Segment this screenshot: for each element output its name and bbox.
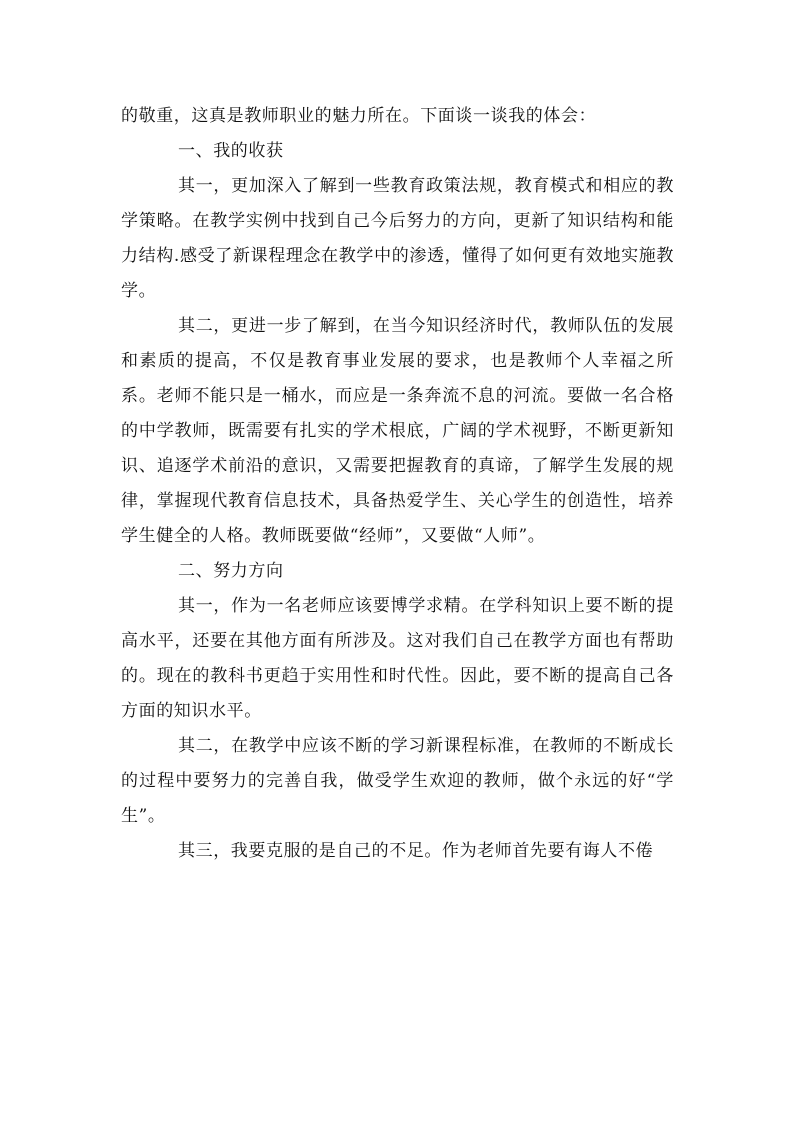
paragraph-direction-3: 其三，我要克服的是自己的不足。作为老师首先要有诲人不倦 — [178, 841, 654, 861]
paragraph-direction-1: 其一，作为一名老师应该要博学求精。在学科知识上要不断的提高水平，还要在其他方面有所涉及。这对我们自己在教学方面也有帮助的。现在的教科书更趋于实用性和时代性。因此，要不断的提高自己各方面的知识水平。 — [121, 596, 674, 721]
paragraph-direction-2: 其二，在教学中应该不断的学习新课程标准，在教师的不断成长的过程中要努力的完善自我，做受学生欢迎的教师，做个永远的好“学生”。 — [121, 736, 674, 826]
paragraph-gain-1: 其一，更加深入了解到一些教育政策法规，教育模式和相应的教学策略。在教学实例中找到自己今后努力的方向，更新了知识结构和能力结构.感受了新课程理念在教学中的渗透，懂得了如何更有效地实施教学。 — [121, 176, 674, 301]
section-heading-gains: 一、我的收获 — [178, 141, 284, 161]
section-heading-directions: 二、努力方向 — [178, 561, 284, 581]
paragraph-intro-tail: 的敬重，这真是教师职业的魅力所在。下面谈一谈我的体会： — [121, 106, 597, 126]
paragraph-gain-2: 其二，更进一步了解到，在当今知识经济时代，教师队伍的发展和素质的提高，不仅是教育事业发展的要求，也是教师个人幸福之所系。老师不能只是一桶水，而应是一条奔流不息的河流。要做一名合格的中学教师，既需要有扎实的学术根底，广阔的学术视野，不断更新知识、追逐学术前沿的意识，又需要把握教育的真谛，了解学生发展的规律，掌握现代教育信息技术，具备热爱学生、关心学生的创造性，培养学生健全的人格。教师既要做“经师”，又要做“人师”。 — [121, 316, 674, 546]
document-body — [121, 99, 674, 869]
